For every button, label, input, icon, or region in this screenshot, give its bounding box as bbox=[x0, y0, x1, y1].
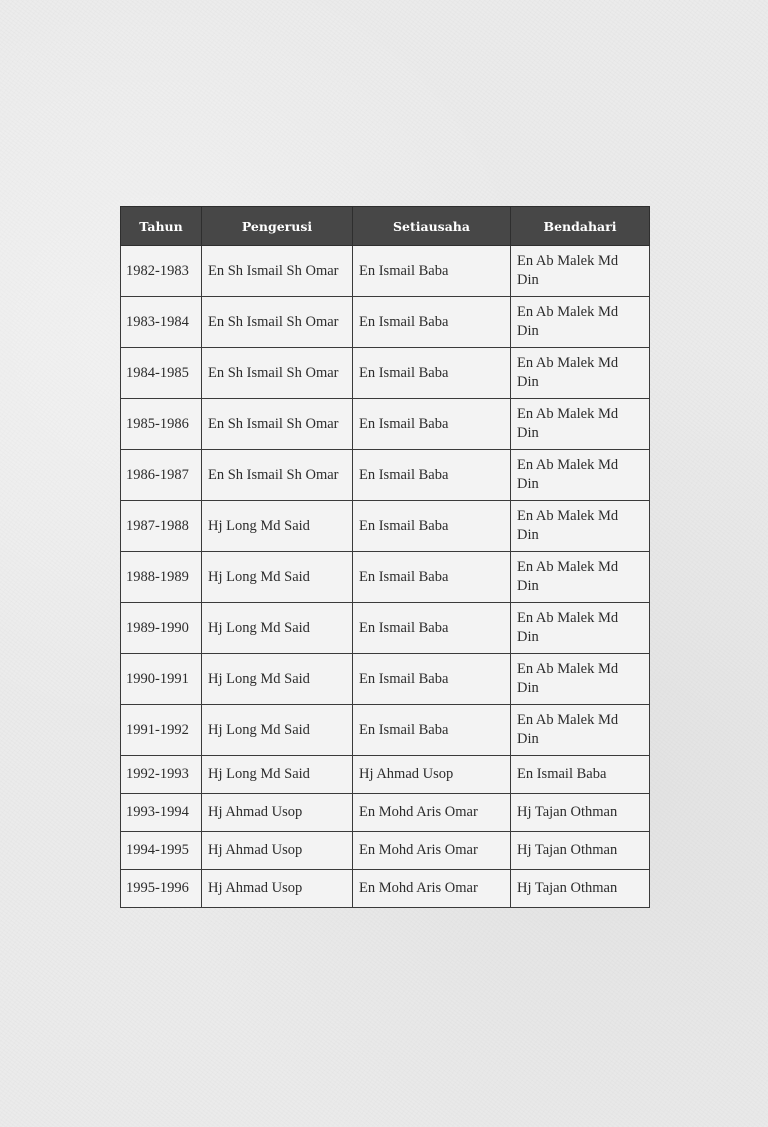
cell-setiausaha: En Ismail Baba bbox=[353, 552, 511, 603]
cell-setiausaha: En Ismail Baba bbox=[353, 399, 511, 450]
cell-setiausaha: En Ismail Baba bbox=[353, 246, 511, 297]
header-tahun: Tahun bbox=[121, 207, 202, 246]
table-body bbox=[121, 246, 650, 908]
cell-pengerusi: Hj Ahmad Usop bbox=[202, 870, 353, 908]
cell-pengerusi: Hj Long Md Said bbox=[202, 756, 353, 794]
cell-bendahari: Hj Tajan Othman bbox=[511, 870, 650, 908]
cell-bendahari: En Ab Malek Md Din bbox=[511, 552, 650, 603]
cell-setiausaha: En Mohd Aris Omar bbox=[353, 832, 511, 870]
cell-setiausaha: En Mohd Aris Omar bbox=[353, 794, 511, 832]
cell-pengerusi: En Sh Ismail Sh Omar bbox=[202, 297, 353, 348]
cell-pengerusi: En Sh Ismail Sh Omar bbox=[202, 399, 353, 450]
table-row bbox=[121, 348, 650, 399]
cell-tahun: 1985-1986 bbox=[121, 399, 202, 450]
cell-tahun: 1991-1992 bbox=[121, 705, 202, 756]
cell-tahun: 1983-1984 bbox=[121, 297, 202, 348]
table-row bbox=[121, 832, 650, 870]
header-setiausaha: Setiausaha bbox=[353, 207, 511, 246]
table-row bbox=[121, 552, 650, 603]
committee-officers-table bbox=[120, 206, 650, 908]
cell-bendahari: En Ab Malek Md Din bbox=[511, 603, 650, 654]
cell-pengerusi: Hj Long Md Said bbox=[202, 603, 353, 654]
cell-tahun: 1987-1988 bbox=[121, 501, 202, 552]
cell-tahun: 1995-1996 bbox=[121, 870, 202, 908]
cell-setiausaha: En Ismail Baba bbox=[353, 603, 511, 654]
cell-bendahari: En Ab Malek Md Din bbox=[511, 246, 650, 297]
cell-pengerusi: En Sh Ismail Sh Omar bbox=[202, 246, 353, 297]
cell-tahun: 1993-1994 bbox=[121, 794, 202, 832]
cell-setiausaha: Hj Ahmad Usop bbox=[353, 756, 511, 794]
cell-tahun: 1992-1993 bbox=[121, 756, 202, 794]
table-row bbox=[121, 399, 650, 450]
cell-pengerusi: Hj Long Md Said bbox=[202, 705, 353, 756]
table-row bbox=[121, 654, 650, 705]
header-row bbox=[121, 207, 650, 246]
cell-setiausaha: En Ismail Baba bbox=[353, 450, 511, 501]
header-pengerusi: Pengerusi bbox=[202, 207, 353, 246]
cell-bendahari: En Ab Malek Md Din bbox=[511, 297, 650, 348]
cell-pengerusi: Hj Long Md Said bbox=[202, 654, 353, 705]
cell-pengerusi: Hj Ahmad Usop bbox=[202, 832, 353, 870]
cell-tahun: 1982-1983 bbox=[121, 246, 202, 297]
table-row bbox=[121, 297, 650, 348]
cell-bendahari: En Ab Malek Md Din bbox=[511, 654, 650, 705]
cell-setiausaha: En Ismail Baba bbox=[353, 705, 511, 756]
cell-tahun: 1990-1991 bbox=[121, 654, 202, 705]
cell-pengerusi: Hj Long Md Said bbox=[202, 552, 353, 603]
cell-setiausaha: En Mohd Aris Omar bbox=[353, 870, 511, 908]
cell-bendahari: En Ab Malek Md Din bbox=[511, 399, 650, 450]
cell-bendahari: En Ismail Baba bbox=[511, 756, 650, 794]
cell-tahun: 1986-1987 bbox=[121, 450, 202, 501]
table-row bbox=[121, 501, 650, 552]
table-row bbox=[121, 705, 650, 756]
cell-pengerusi: En Sh Ismail Sh Omar bbox=[202, 450, 353, 501]
table-header bbox=[121, 207, 650, 246]
cell-bendahari: En Ab Malek Md Din bbox=[511, 501, 650, 552]
header-bendahari: Bendahari bbox=[511, 207, 650, 246]
cell-bendahari: Hj Tajan Othman bbox=[511, 794, 650, 832]
table-row bbox=[121, 870, 650, 908]
table-row bbox=[121, 794, 650, 832]
cell-tahun: 1994-1995 bbox=[121, 832, 202, 870]
cell-bendahari: En Ab Malek Md Din bbox=[511, 705, 650, 756]
cell-tahun: 1984-1985 bbox=[121, 348, 202, 399]
cell-pengerusi: Hj Ahmad Usop bbox=[202, 794, 353, 832]
cell-setiausaha: En Ismail Baba bbox=[353, 501, 511, 552]
table-row bbox=[121, 603, 650, 654]
cell-setiausaha: En Ismail Baba bbox=[353, 654, 511, 705]
table-row bbox=[121, 450, 650, 501]
cell-setiausaha: En Ismail Baba bbox=[353, 348, 511, 399]
cell-pengerusi: En Sh Ismail Sh Omar bbox=[202, 348, 353, 399]
cell-tahun: 1989-1990 bbox=[121, 603, 202, 654]
table-row bbox=[121, 246, 650, 297]
cell-tahun: 1988-1989 bbox=[121, 552, 202, 603]
cell-bendahari: Hj Tajan Othman bbox=[511, 832, 650, 870]
cell-bendahari: En Ab Malek Md Din bbox=[511, 450, 650, 501]
table-row bbox=[121, 756, 650, 794]
cell-pengerusi: Hj Long Md Said bbox=[202, 501, 353, 552]
cell-bendahari: En Ab Malek Md Din bbox=[511, 348, 650, 399]
cell-setiausaha: En Ismail Baba bbox=[353, 297, 511, 348]
